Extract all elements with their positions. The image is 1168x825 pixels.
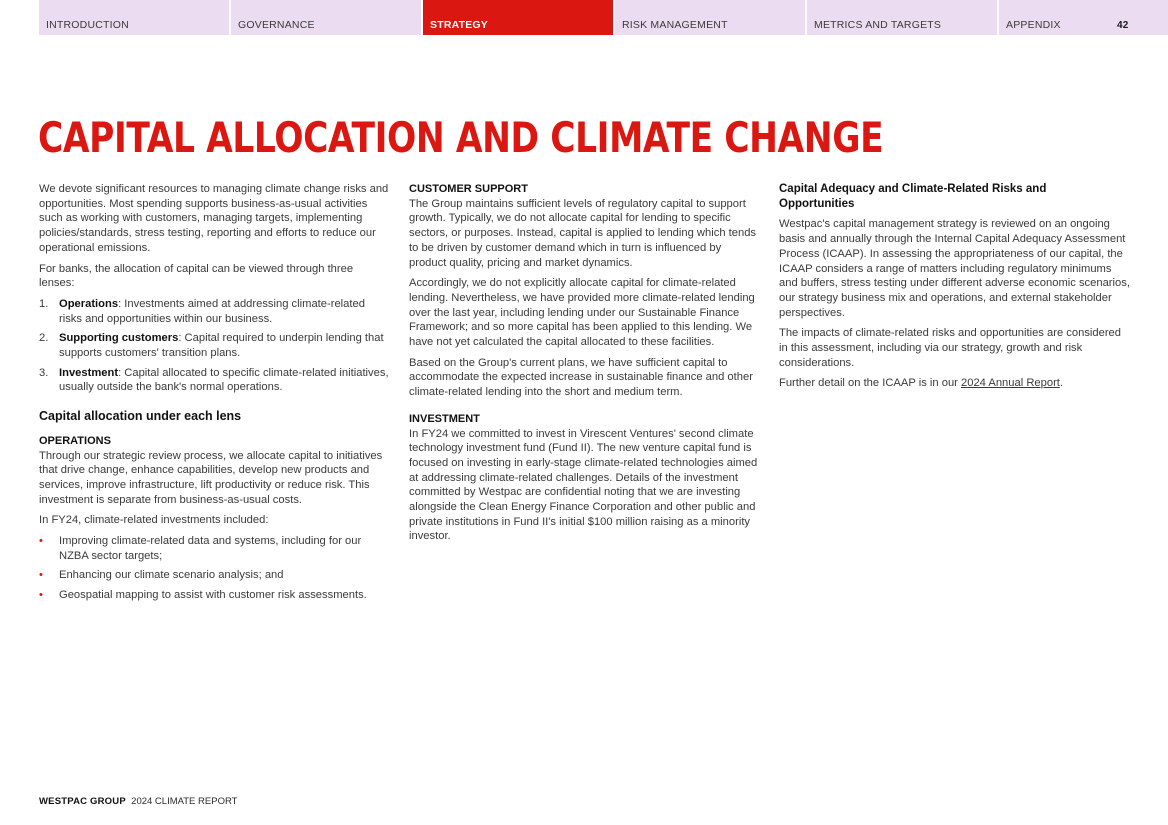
- capital-adequacy-p2: The impacts of climate-related risks and opportunities are considered in this assessment, including via our strategy, growth and risk considerations.: [779, 327, 1122, 369]
- lens-title: Operations: [59, 297, 119, 310]
- section-heading: Capital allocation under each lens: [39, 409, 242, 424]
- footer-report: 2024 CLIMATE REPORT: [131, 796, 238, 807]
- lenses-intro: For banks, the allocation of capital can be viewed through three lenses:: [39, 262, 354, 290]
- lens-text: : Capital allocated to specific climate-related initiatives, usually outside the bank's normal operations.: [59, 366, 389, 394]
- tab-appendix-label: APPENDIX: [1006, 19, 1061, 31]
- list-item-text: Enhancing our climate scenario analysis; and: [59, 569, 284, 582]
- annual-report-link[interactable]: 2024 Annual Report: [961, 377, 1060, 390]
- customer-support-p1: The Group maintains sufficient levels of regulatory capital to support growth. Typically, we do not allocate capital for lending to specific sectors, or purposes. Instead, capital is applied to lending which tends to be driven by customer demand which in turn is influenced by product quality, pricing and market dynamics.: [409, 197, 757, 269]
- investment-heading: INVESTMENT: [409, 412, 480, 425]
- column-left: [39, 182, 391, 609]
- intro-paragraph: We devote significant resources to managing climate change risks and opportunities. Most spending supports business-as-usual activities such as working with customers, managing targets, implementing policies/standards, stress testing, reporting and efforts to reduce our operational emissions.: [39, 183, 389, 254]
- lens-text: : Investments aimed at addressing climate-related risks and opportunities within our business.: [59, 297, 365, 325]
- list-number: 3.: [39, 366, 49, 379]
- footer: [39, 796, 237, 807]
- fy24-intro: In FY24, climate-related investments included:: [39, 514, 269, 527]
- investment-text: In FY24 we committed to invest in Virescent Ventures' second climate technology investment fund (Fund II). The new venture capital fund is focused on investing in early-stage climate-related technologies aimed at addressing climate-related challenges. Details of the investment committed by Westpac are confidential noting that we are investing alongside the Clean Energy Finance Corporation and other public and private institutions in Fund II's initial $100 million raising as a minority investor.: [409, 427, 758, 543]
- tab-strategy[interactable]: STRATEGY: [423, 0, 613, 35]
- list-item-text: Geospatial mapping to assist with customer risk assessments.: [59, 589, 367, 602]
- list-item: [39, 534, 391, 563]
- list-item: [39, 331, 391, 360]
- operations-heading: OPERATIONS: [39, 434, 111, 447]
- capital-adequacy-heading: Capital Adequacy and Climate-Related Risks and Opportunities: [779, 183, 1047, 210]
- bullet-icon: •: [39, 589, 43, 602]
- customer-support-p2: Accordingly, we do not explicitly allocate capital for climate-related lending. Nevertheless, we have provided more climate-related lending over the last year, including lending under our Sustainable Finance Framework; and so more capital has been applied to this lending. We have not yet calculated the capital allocated to these facilities.: [409, 277, 755, 349]
- list-item: [39, 297, 391, 326]
- list-item: [39, 568, 391, 583]
- bullet-icon: •: [39, 535, 43, 548]
- list-item-text: Improving climate-related data and systems, including for our NZBA sector targets;: [59, 535, 362, 562]
- fy24-list: [39, 534, 391, 603]
- tab-metrics-and-targets[interactable]: METRICS AND TARGETS: [807, 0, 997, 35]
- tab-introduction[interactable]: INTRODUCTION: [39, 0, 229, 35]
- list-number: 1.: [39, 297, 49, 310]
- capital-adequacy-p1: Westpac's capital management strategy is reviewed on an ongoing basis and annually through the Internal Capital Adequacy Assessment Process (ICAAP). In assessing the appropriateness of our capital, the ICAAP considers a range of matters including regulatory minimums and buffers, stress testing under different adverse economic scenarios, our strategy business mix and operations, and external stakeholder perspectives.: [779, 218, 1130, 319]
- top-nav: [39, 0, 1168, 35]
- lens-title: Investment: [59, 366, 119, 379]
- customer-support-heading: CUSTOMER SUPPORT: [409, 183, 528, 195]
- tab-risk-management[interactable]: RISK MANAGEMENT: [615, 0, 805, 35]
- column-right: [779, 182, 1131, 397]
- lens-text: : Capital required to underpin lending that supports customers' transition plans.: [59, 332, 384, 360]
- list-item: [39, 588, 391, 603]
- column-middle: [409, 182, 761, 550]
- lenses-list: [39, 297, 391, 395]
- bullet-icon: •: [39, 569, 43, 582]
- further-detail-text: Further detail on the ICAAP is in our: [779, 377, 961, 390]
- customer-support-p3: Based on the Group's current plans, we have sufficient capital to accommodate the expected increase in sustainable finance and other climate-related lending into the short and medium term.: [409, 356, 753, 399]
- footer-brand: WESTPAC GROUP: [39, 796, 126, 807]
- tab-appendix[interactable]: [999, 0, 1168, 35]
- list-number: 2.: [39, 332, 49, 345]
- page-title: CAPITAL ALLOCATION AND CLIMATE CHANGE: [38, 113, 884, 162]
- operations-text: Through our strategic review process, we allocate capital to initiatives that drive change, enhance capabilities, develop new products and services, improve infrastructure, lift productivity or reduce risk. This investment is separate from business-as-usual costs.: [39, 449, 383, 506]
- lens-title: Supporting customers: [59, 332, 179, 345]
- tab-governance[interactable]: GOVERNANCE: [231, 0, 421, 35]
- further-detail-suffix: .: [1059, 377, 1064, 390]
- list-item: [39, 366, 391, 395]
- page-number: 42: [1117, 20, 1129, 31]
- capital-adequacy-p3: [779, 376, 1131, 391]
